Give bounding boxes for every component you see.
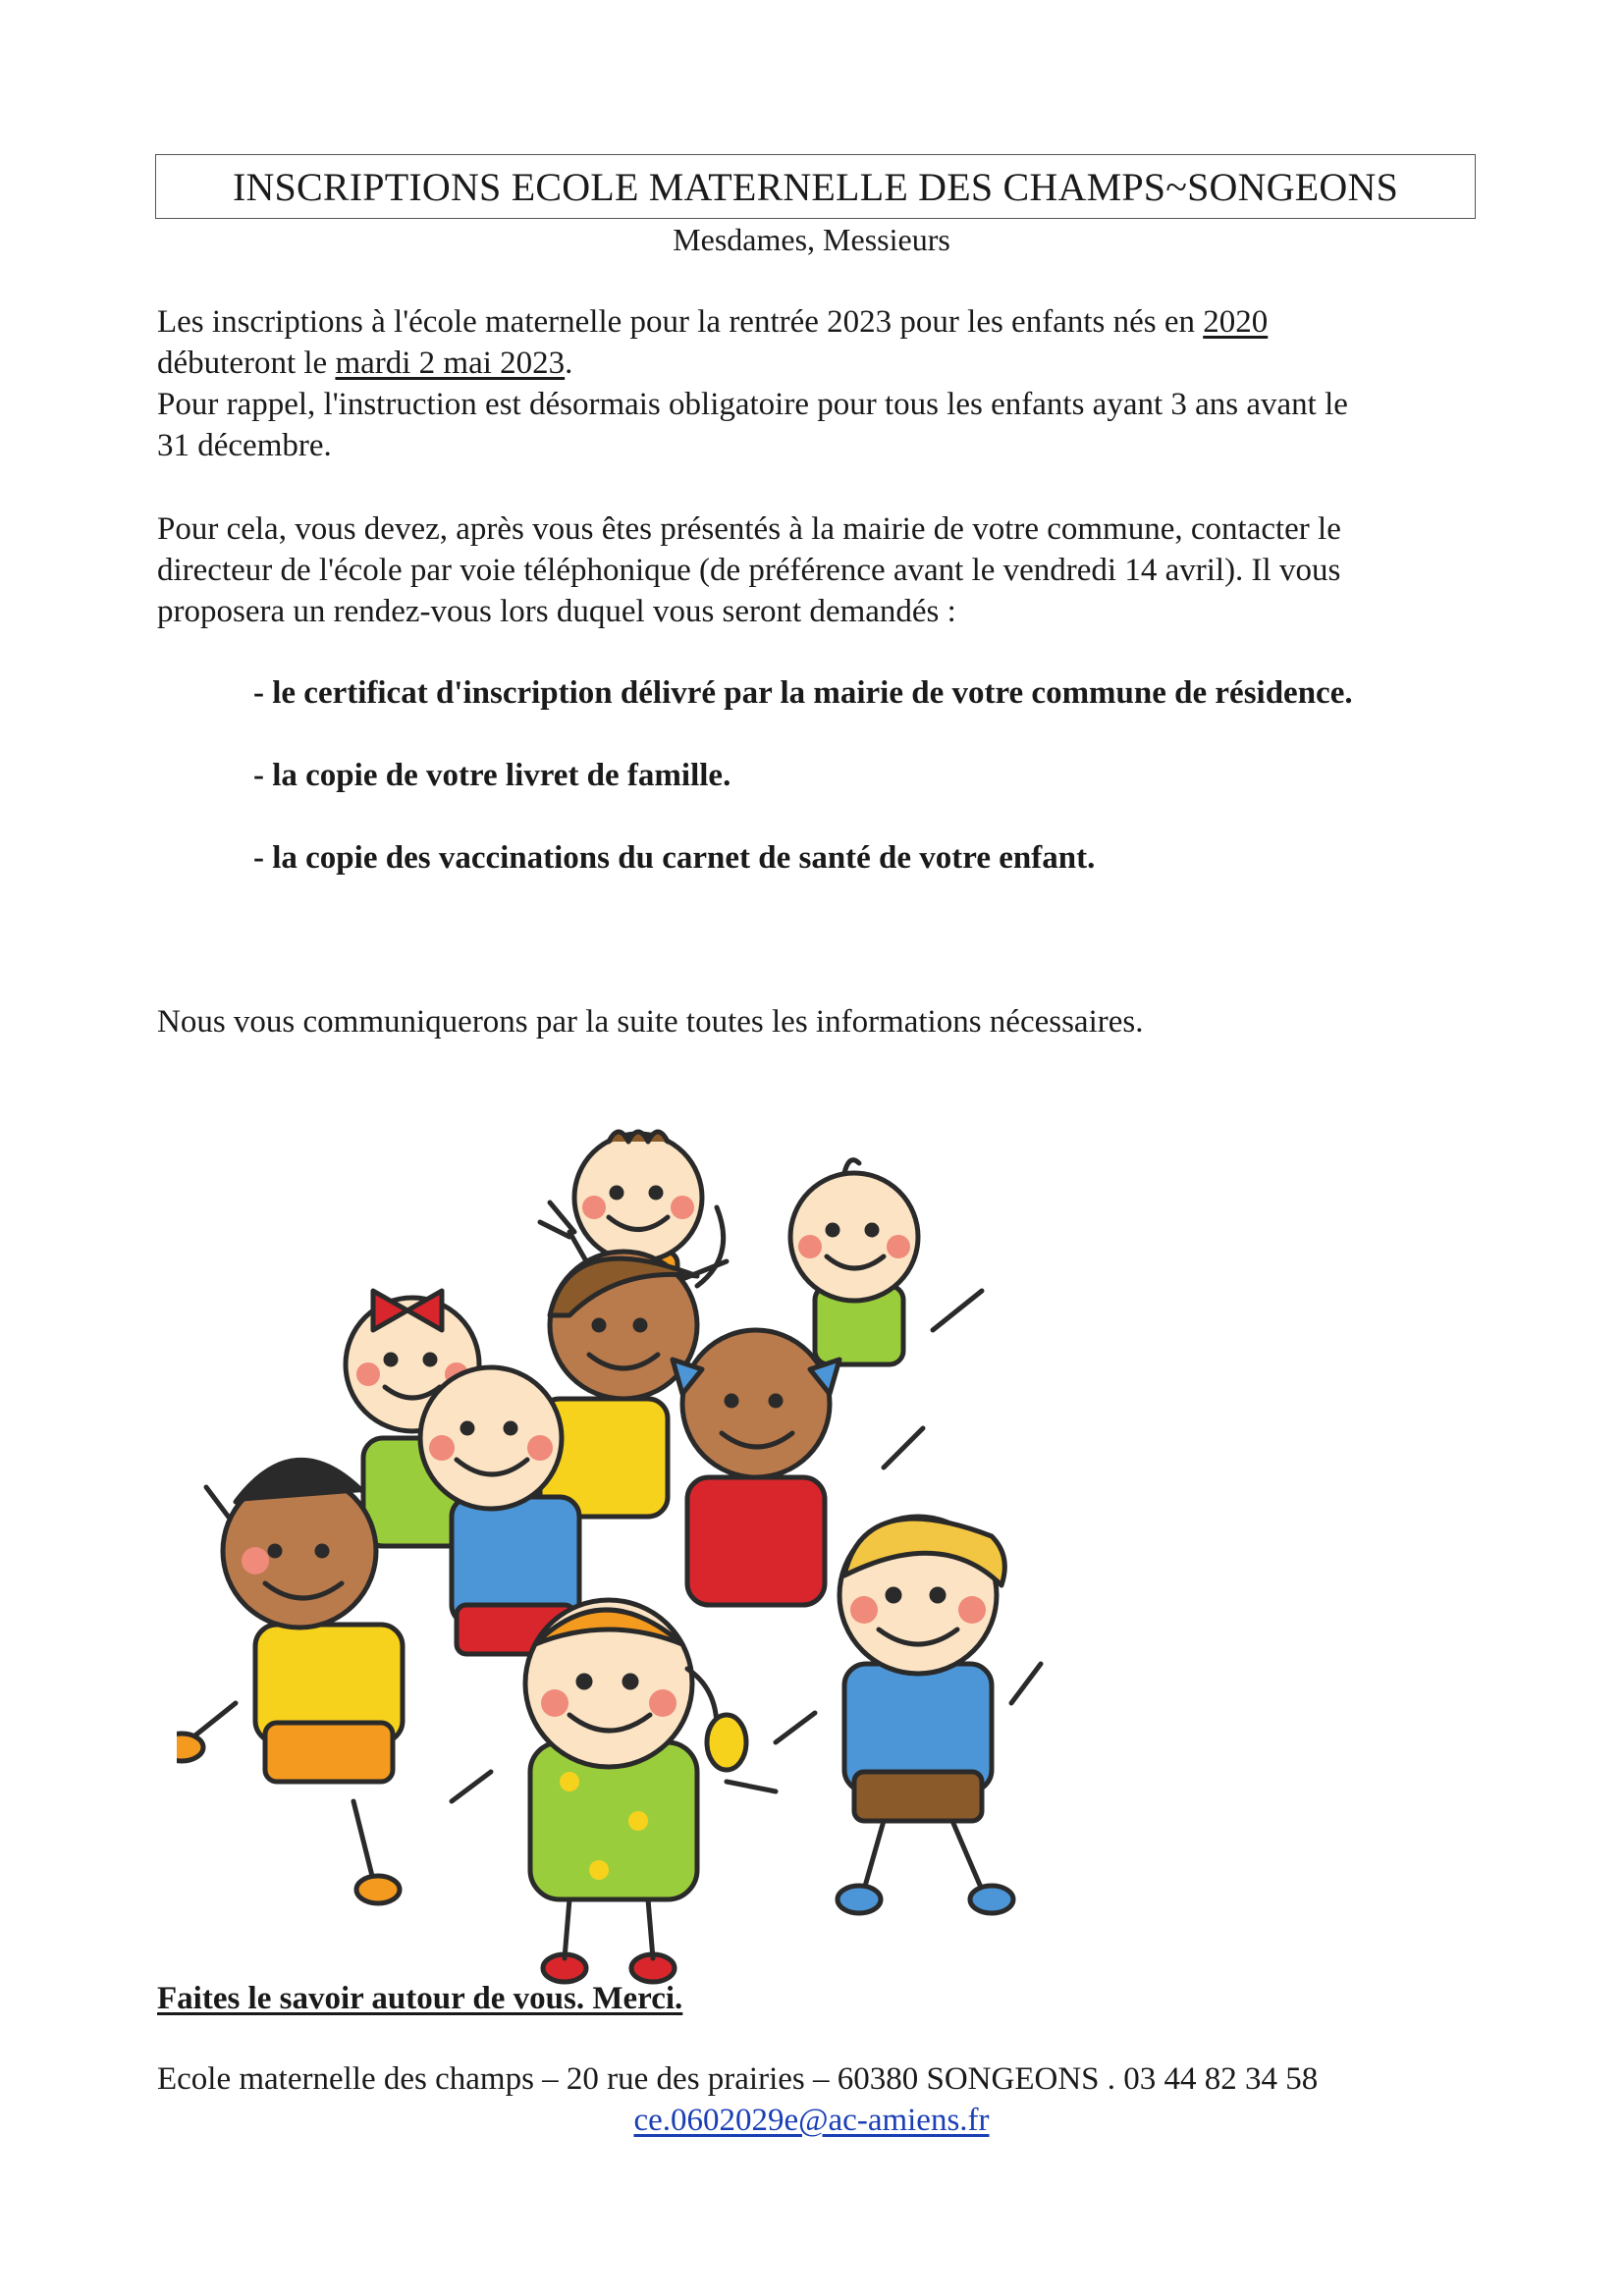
school-address: Ecole maternelle des champs – 20 rue des prairies – 60380 SONGEONS . 03 44 82 34 58 [157, 2061, 1319, 2097]
email-link[interactable]: ce.0602029e@ac-amiens.fr [633, 2103, 990, 2138]
reminder-date: 31 décembre. [157, 428, 332, 463]
requirement-item: - la copie des vaccinations du carnet de santé de votre enfant. [253, 840, 1096, 876]
procedure-line-2: directeur de l'école par voie téléphonique (de préférence avant le vendredi 14 avril). Il vous [157, 553, 1341, 588]
paragraph-inscriptions [157, 301, 1478, 466]
requirement-item: - le certificat d'inscription délivré par la mairie de votre commune de résidence. [253, 675, 1353, 711]
start-text: débuteront le [157, 346, 336, 381]
paragraph-procedure [157, 508, 1478, 632]
closing-line: Faites le savoir autour de vous. Merci. [157, 1981, 683, 2016]
salutation: Mesdames, Messieurs [673, 222, 950, 257]
reminder-line: Pour rappel, l'instruction est désormais obligatoire pour tous les enfants ayant 3 ans avant le [157, 387, 1348, 422]
start-end: . [565, 346, 573, 381]
procedure-line-3: proposera un rendez-vous lors duquel vous seront demandés : [157, 594, 956, 629]
procedure-line-1: Pour cela, vous devez, après vous êtes présentés à la mairie de votre commune, contacter le [157, 511, 1341, 547]
page-title: INSCRIPTIONS ECOLE MATERNELLE DES CHAMPS~SONGEONS [155, 154, 1476, 219]
requirement-item: - la copie de votre livret de famille. [253, 758, 731, 793]
children-group-illustration [177, 1114, 1453, 1988]
birth-year: 2020 [1203, 304, 1269, 340]
start-date: mardi 2 mai 2023 [335, 346, 566, 381]
paragraph-information: Nous vous communiquerons par la suite toutes les informations nécessaires. [157, 1004, 1144, 1040]
inscriptions-text: Les inscriptions à l'école maternelle pour la rentrée 2023 pour les enfants nés en [157, 304, 1204, 340]
